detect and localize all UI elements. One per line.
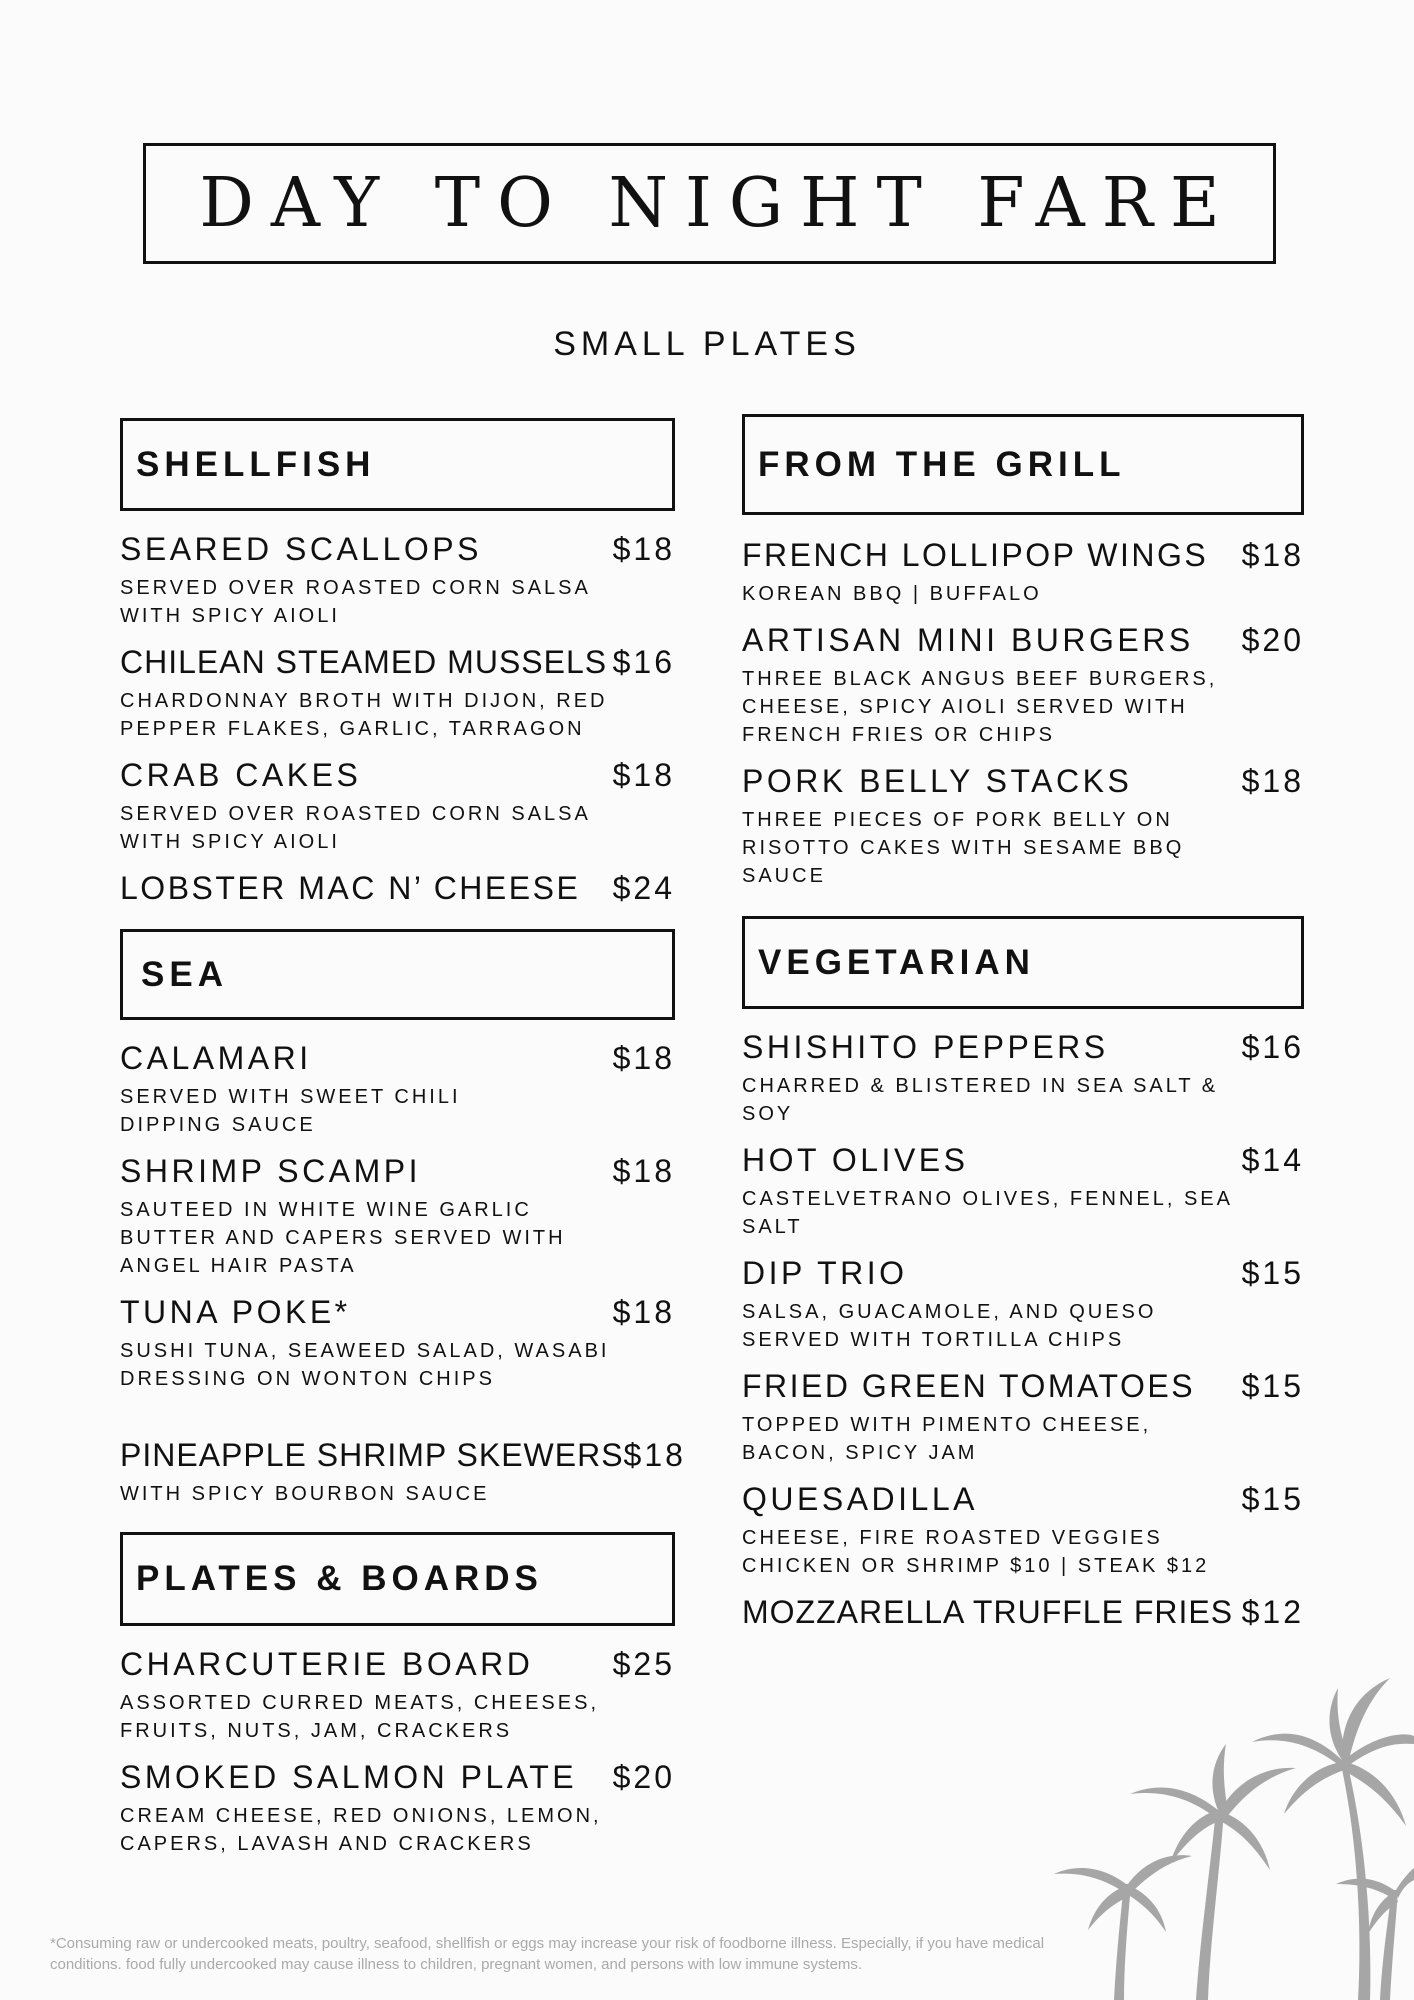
item-name: CHILEAN STEAMED MUSSELS xyxy=(120,644,608,680)
item-name: HOT OLIVES xyxy=(742,1142,969,1178)
item-price: $15 xyxy=(1241,1368,1304,1404)
item-name: PORK BELLY STACKS xyxy=(742,763,1133,799)
item-price: $18 xyxy=(1241,537,1304,573)
section-header-plates xyxy=(120,1532,675,1626)
item-price: $18 xyxy=(1241,763,1304,799)
item-name: ARTISAN MINI BURGERS xyxy=(742,622,1194,658)
item-description: SERVED WITH SWEET CHILI DIPPING SAUCE xyxy=(120,1086,461,1136)
item-description: CREAM CHEESE, RED ONIONS, LEMON, CAPERS, LAVASH AND CRACKERS xyxy=(120,1805,602,1855)
item-name: CALAMARI xyxy=(120,1040,312,1076)
section-header-grill xyxy=(742,414,1304,515)
item-price: $12 xyxy=(1241,1594,1304,1630)
item-price: $18 xyxy=(612,1153,675,1189)
item-name: SHRIMP SCAMPI xyxy=(120,1153,421,1189)
item-name: CHARCUTERIE BOARD xyxy=(120,1646,534,1682)
item-price: $18 xyxy=(612,757,675,793)
item-description: CASTELVETRANO OLIVES, FENNEL, SEA SALT xyxy=(742,1188,1233,1238)
item-name: PINEAPPLE SHRIMP SKEWERS xyxy=(120,1437,624,1473)
item-description: SALSA, GUACAMOLE, AND QUESO SERVED WITH TORTILLA CHIPS xyxy=(742,1301,1157,1351)
item-price: $18 xyxy=(612,531,675,567)
menu-item-lollipop-wings xyxy=(742,537,1304,608)
menu-item-calamari xyxy=(120,1040,675,1139)
item-description: CHARRED & BLISTERED IN SEA SALT & SOY xyxy=(742,1075,1219,1125)
menu-title-box xyxy=(143,143,1276,264)
section-title-plates: PLATES & BOARDS xyxy=(136,1559,543,1598)
menu-item-pineapple-skewers xyxy=(120,1437,686,1508)
item-price: $25 xyxy=(612,1646,675,1682)
menu-item-pork-belly xyxy=(742,763,1304,890)
section-header-vegetarian xyxy=(742,916,1304,1009)
menu-item-mini-burgers xyxy=(742,622,1304,749)
item-price: $15 xyxy=(1241,1255,1304,1291)
item-price: $18 xyxy=(612,1040,675,1076)
menu-item-quesadilla xyxy=(742,1481,1304,1580)
health-disclaimer: *Consuming raw or undercooked meats, poultry, seafood, shellfish or eggs may increase your risk of foodborne illness. Especially, if you have medical conditions. food fully undercooked may cause illness to children, pregnant women, and persons with low immune systems. xyxy=(50,1935,1045,1973)
menu-item-fried-green-tomatoes xyxy=(742,1368,1304,1467)
item-price: $24 xyxy=(612,870,675,906)
item-name: DIP TRIO xyxy=(742,1255,908,1291)
palm-trees-icon xyxy=(1040,1670,1414,2000)
left-column xyxy=(120,418,686,1858)
section-header-shellfish xyxy=(120,418,675,511)
right-column xyxy=(742,414,1304,1631)
menu-item-dip-trio xyxy=(742,1255,1304,1354)
menu-item-crab-cakes xyxy=(120,757,675,856)
item-price: $14 xyxy=(1241,1142,1304,1178)
item-name: FRIED GREEN TOMATOES xyxy=(742,1368,1196,1404)
item-description: TOPPED WITH PIMENTO CHEESE, BACON, SPICY JAM xyxy=(742,1414,1152,1464)
item-description: SUSHI TUNA, SEAWEED SALAD, WASABI DRESSING ON WONTON CHIPS xyxy=(120,1340,610,1390)
item-name: FRENCH LOLLIPOP WINGS xyxy=(742,537,1209,573)
item-name: SMOKED SALMON PLATE xyxy=(120,1759,578,1795)
item-price: $15 xyxy=(1241,1481,1304,1517)
menu-item-charcuterie xyxy=(120,1646,675,1745)
section-title-grill: FROM THE GRILL xyxy=(758,444,1126,484)
item-description: THREE PIECES OF PORK BELLY ON RISOTTO CAKES WITH SESAME BBQ SAUCE xyxy=(742,809,1185,887)
section-header-sea xyxy=(120,929,675,1020)
item-description: SERVED OVER ROASTED CORN SALSA WITH SPICY AIOLI xyxy=(120,577,591,627)
item-description: WITH SPICY BOURBON SAUCE xyxy=(120,1483,490,1505)
item-price: $20 xyxy=(1241,622,1304,658)
item-description: CHEESE, FIRE ROASTED VEGGIES CHICKEN OR SHRIMP $10 | STEAK $12 xyxy=(742,1527,1210,1577)
menu-item-truffle-fries xyxy=(742,1594,1304,1631)
section-title-sea: SEA xyxy=(141,954,228,994)
item-name: MOZZARELLA TRUFFLE FRIES xyxy=(742,1594,1234,1630)
item-price: $16 xyxy=(612,644,675,680)
item-price: $18 xyxy=(612,1294,675,1330)
item-price: $18 xyxy=(623,1437,686,1473)
item-description: CHARDONNAY BROTH WITH DIJON, RED PEPPER FLAKES, GARLIC, TARRAGON xyxy=(120,690,608,740)
item-description: SERVED OVER ROASTED CORN SALSA WITH SPICY AIOLI xyxy=(120,803,591,853)
menu-item-shishito xyxy=(742,1029,1304,1128)
item-name: SEARED SCALLOPS xyxy=(120,531,482,567)
item-name: CRAB CAKES xyxy=(120,757,362,793)
item-description: KOREAN BBQ | BUFFALO xyxy=(742,583,1042,605)
menu-item-chilean-mussels xyxy=(120,644,675,743)
item-description: SAUTEED IN WHITE WINE GARLIC BUTTER AND CAPERS SERVED WITH ANGEL HAIR PASTA xyxy=(120,1199,566,1277)
section-title-vegetarian: VEGETARIAN xyxy=(758,942,1035,982)
menu-item-hot-olives xyxy=(742,1142,1304,1241)
menu-title: DAY TO NIGHT FARE xyxy=(199,164,1237,243)
menu-item-shrimp-scampi xyxy=(120,1153,675,1280)
item-name: SHISHITO PEPPERS xyxy=(742,1029,1109,1065)
menu-item-seared-scallops xyxy=(120,531,675,630)
item-description: ASSORTED CURRED MEATS, CHEESES, FRUITS, NUTS, JAM, CRACKERS xyxy=(120,1692,599,1742)
menu-subtitle: SMALL PLATES xyxy=(553,325,861,363)
menu-item-smoked-salmon xyxy=(120,1759,675,1858)
section-title-shellfish: SHELLFISH xyxy=(136,444,376,484)
menu-item-tuna-poke xyxy=(120,1294,675,1393)
item-name: LOBSTER MAC N’ CHEESE xyxy=(120,870,581,906)
item-price: $20 xyxy=(612,1759,675,1795)
menu-item-lobster-mac xyxy=(120,870,675,907)
item-price: $16 xyxy=(1241,1029,1304,1065)
item-name: TUNA POKE* xyxy=(120,1294,351,1330)
item-name: QUESADILLA xyxy=(742,1481,978,1517)
item-description: THREE BLACK ANGUS BEEF BURGERS, CHEESE, SPICY AIOLI SERVED WITH FRENCH FRIES OR CHIPS xyxy=(742,668,1218,746)
